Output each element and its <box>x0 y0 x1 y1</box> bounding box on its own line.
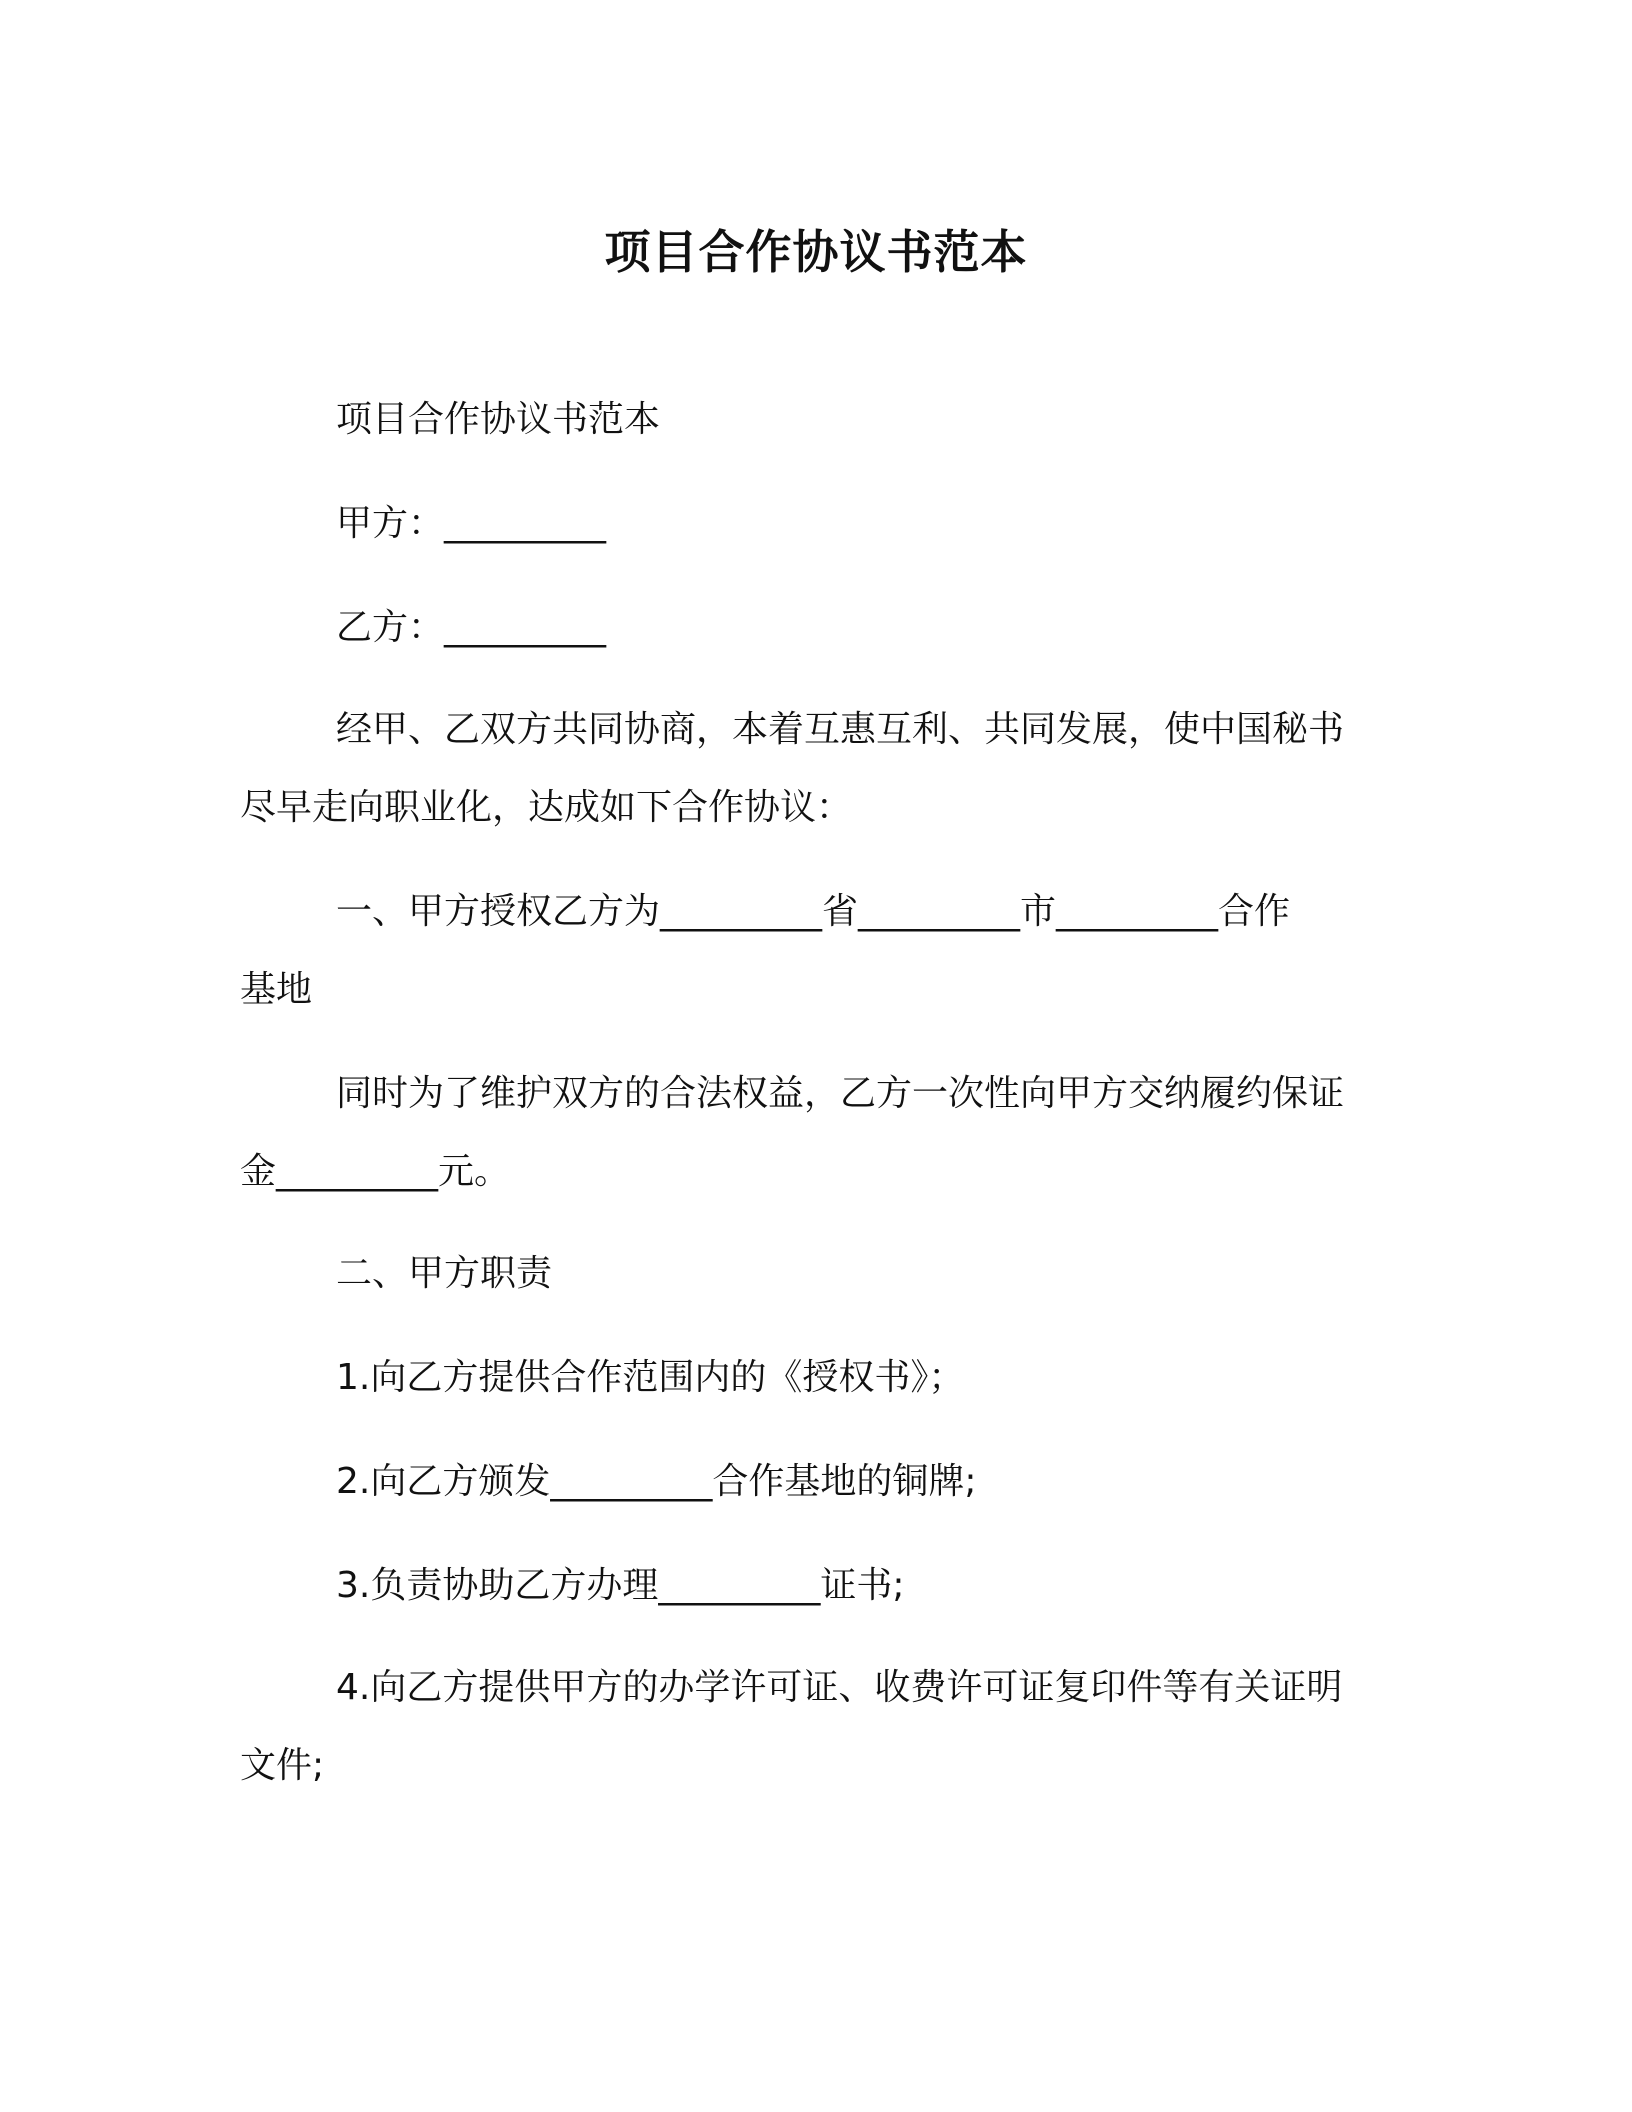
paragraph-deposit-line1: 同时为了维护双方的合法权益，乙方一次性向甲方交纳履约保证 <box>336 1073 1345 1114</box>
paragraph-deposit-line2: 金_________元。 <box>240 1151 511 1192</box>
paragraph-party-b: 乙方：_________ <box>336 607 607 648</box>
paragraph-item3: 3.负责协助乙方办理_________证书; <box>336 1565 905 1606</box>
paragraph-intro-line1: 经甲、乙双方共同协商，本着互惠互利、共同发展，使中国秘书 <box>336 709 1345 750</box>
paragraph-clause1-line2: 基地 <box>240 969 313 1010</box>
paragraph-item2: 2.向乙方颁发_________合作基地的铜牌; <box>336 1461 977 1502</box>
paragraph-intro-line2: 尽早走向职业化，达成如下合作协议： <box>240 787 853 828</box>
paragraph-item1: 1.向乙方提供合作范围内的《授权书》； <box>336 1357 965 1398</box>
paragraph-subtitle: 项目合作协议书范本 <box>336 399 661 440</box>
paragraph-section2-heading: 二、甲方职责 <box>336 1253 553 1294</box>
paragraph-party-a: 甲方：_________ <box>336 503 607 544</box>
paragraph-item4-line2: 文件; <box>240 1745 325 1786</box>
document-title: 项目合作协议书范本 <box>604 225 1028 279</box>
paragraph-clause1-line1: 一、甲方授权乙方为_________省_________市_________合作 <box>336 891 1291 932</box>
paragraph-item4-line1: 4.向乙方提供甲方的办学许可证、收费许可证复印件等有关证明 <box>336 1667 1343 1708</box>
